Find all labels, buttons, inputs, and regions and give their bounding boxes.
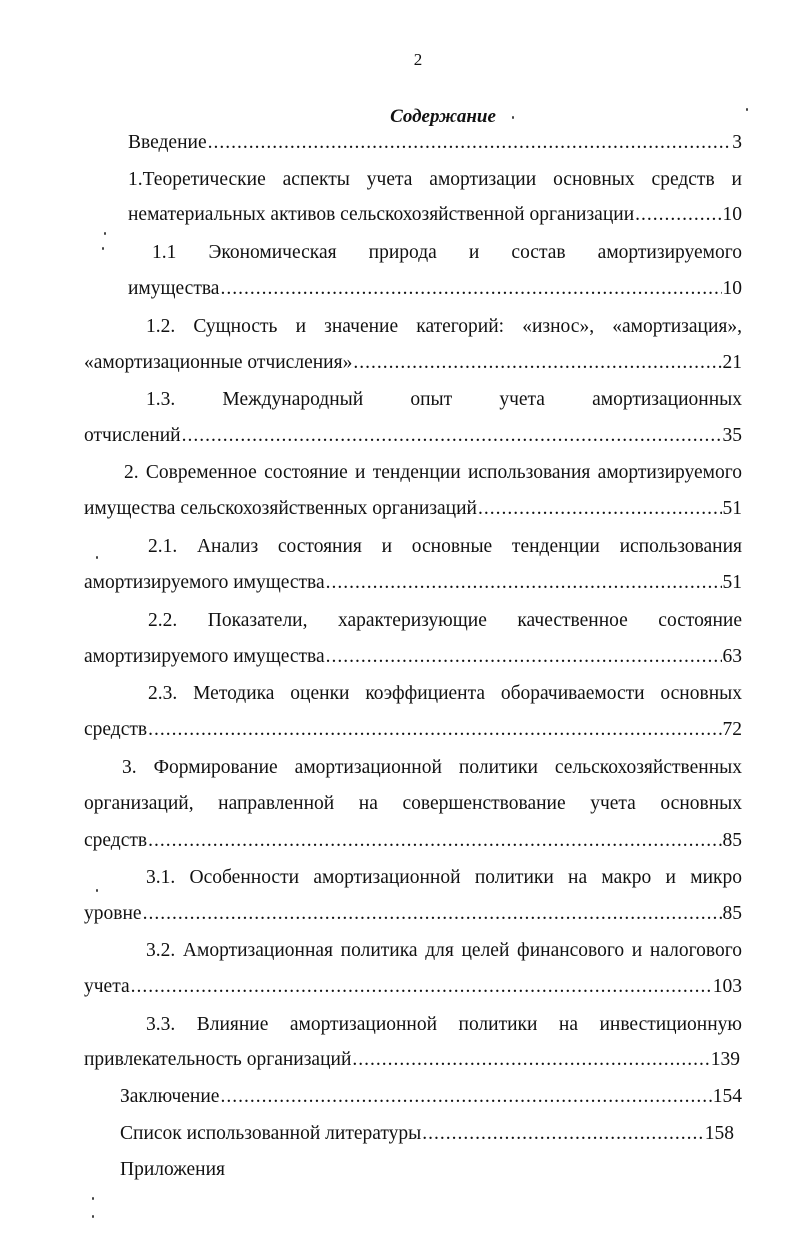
toc-entry-section-2-1-line-2: амортизируемого имущества ..... 51 bbox=[84, 571, 742, 595]
page-ref: 3 bbox=[732, 132, 742, 153]
page-number: 2 bbox=[413, 50, 423, 69]
toc-entry-section-3-3-line-2: привлекательность организаций ..... 139 bbox=[84, 1048, 740, 1072]
toc-title: Содержание bbox=[390, 106, 496, 127]
page-ref: 158 bbox=[704, 1123, 734, 1144]
page-ref: 85 bbox=[722, 903, 742, 924]
scan-speck bbox=[102, 247, 104, 250]
page-ref: 10 bbox=[722, 204, 742, 225]
toc-entry-chapter-1-line-2: нематериальных активов сельскохозяйственной организации ..... 10 bbox=[128, 203, 742, 227]
toc-entry-section-3-1-line-1: 3.1. Особенности амортизационной политики на макро и микро bbox=[146, 867, 742, 888]
toc-entry-intro: Введение ..... 3 bbox=[128, 131, 742, 155]
page-ref: 154 bbox=[712, 1086, 742, 1107]
toc-entry-section-2-2-line-2: амортизируемого имущества ..... 63 bbox=[84, 645, 742, 669]
page-ref: 35 bbox=[722, 425, 742, 446]
scan-speck bbox=[746, 108, 748, 111]
page-ref: 63 bbox=[722, 646, 742, 667]
page-ref: 21 bbox=[722, 352, 742, 373]
toc-entry-section-3-2-line-1: 3.2. Амортизационная политика для целей финансового и налогового bbox=[146, 940, 742, 961]
toc-entry-section-1-1-line-1: 1.1 Экономическая природа и состав амортизируемого bbox=[152, 242, 742, 263]
page-ref: 51 bbox=[722, 572, 742, 593]
toc-entry-section-2-3-line-2: средств ..... 72 bbox=[84, 718, 742, 742]
scan-speck bbox=[512, 116, 514, 119]
toc-entry-section-2-3-line-1: 2.3. Методика оценки коэффициента оборачиваемости основных bbox=[148, 683, 742, 704]
scan-speck bbox=[92, 1197, 94, 1200]
toc-entry-section-3-3-line-1: 3.3. Влияние амортизационной политики на инвестиционную bbox=[146, 1014, 742, 1035]
toc-entry-chapter-2-line-2: имущества сельскохозяйственных организаций ..... 51 bbox=[84, 497, 742, 521]
toc-entry-appendices: Приложения bbox=[120, 1159, 225, 1180]
toc-entry-section-1-3-line-2: отчислений ..... 35 bbox=[84, 424, 742, 448]
scan-speck bbox=[96, 556, 98, 559]
toc-entry-section-1-2-line-2: «амортизационные отчисления» ..... 21 bbox=[84, 351, 742, 375]
toc-entry-section-1-1-line-2: имущества ..... 10 bbox=[128, 277, 742, 301]
toc-entry-section-3-1-line-2: уровне ..... 85 bbox=[84, 902, 742, 926]
page-ref: 72 bbox=[722, 719, 742, 740]
toc-entry-chapter-3-line-1: 3. Формирование амортизационной политики сельскохозяйственных bbox=[122, 757, 742, 778]
scan-speck bbox=[104, 232, 106, 235]
toc-entry-section-1-2-line-1: 1.2. Сущность и значение категорий: «износ», «амортизация», bbox=[146, 316, 742, 337]
page-ref: 139 bbox=[710, 1049, 740, 1070]
scan-speck bbox=[96, 889, 98, 892]
page-ref: 10 bbox=[722, 278, 742, 299]
toc-entry-references: Список использованной литературы ..... 158 bbox=[120, 1122, 734, 1146]
toc-entry-section-2-1-line-1: 2.1. Анализ состояния и основные тенденции использования bbox=[148, 536, 742, 557]
page-ref: 85 bbox=[722, 830, 742, 851]
toc-entry-conclusion: Заключение ..... 154 bbox=[120, 1085, 742, 1109]
scan-speck bbox=[92, 1215, 94, 1218]
toc-entry-chapter-3-line-3: средств ..... 85 bbox=[84, 829, 742, 853]
page-ref: 103 bbox=[712, 976, 742, 997]
toc-entry-section-1-3-line-1: 1.3. Международный опыт учета амортизационных bbox=[146, 389, 742, 410]
toc-entry-chapter-2-line-1: 2. Современное состояние и тенденции использования амортизируемого bbox=[124, 462, 742, 483]
toc-entry-section-2-2-line-1: 2.2. Показатели, характеризующие качественное состояние bbox=[148, 610, 742, 631]
toc-entry-chapter-1-line-1: 1.Теоретические аспекты учета амортизации основных средств и bbox=[128, 169, 742, 190]
toc-entry-chapter-3-line-2: организаций, направленной на совершенствование учета основных bbox=[84, 793, 742, 814]
page-ref: 51 bbox=[722, 498, 742, 519]
toc-entry-section-3-2-line-2: учета ..... 103 bbox=[84, 975, 742, 999]
